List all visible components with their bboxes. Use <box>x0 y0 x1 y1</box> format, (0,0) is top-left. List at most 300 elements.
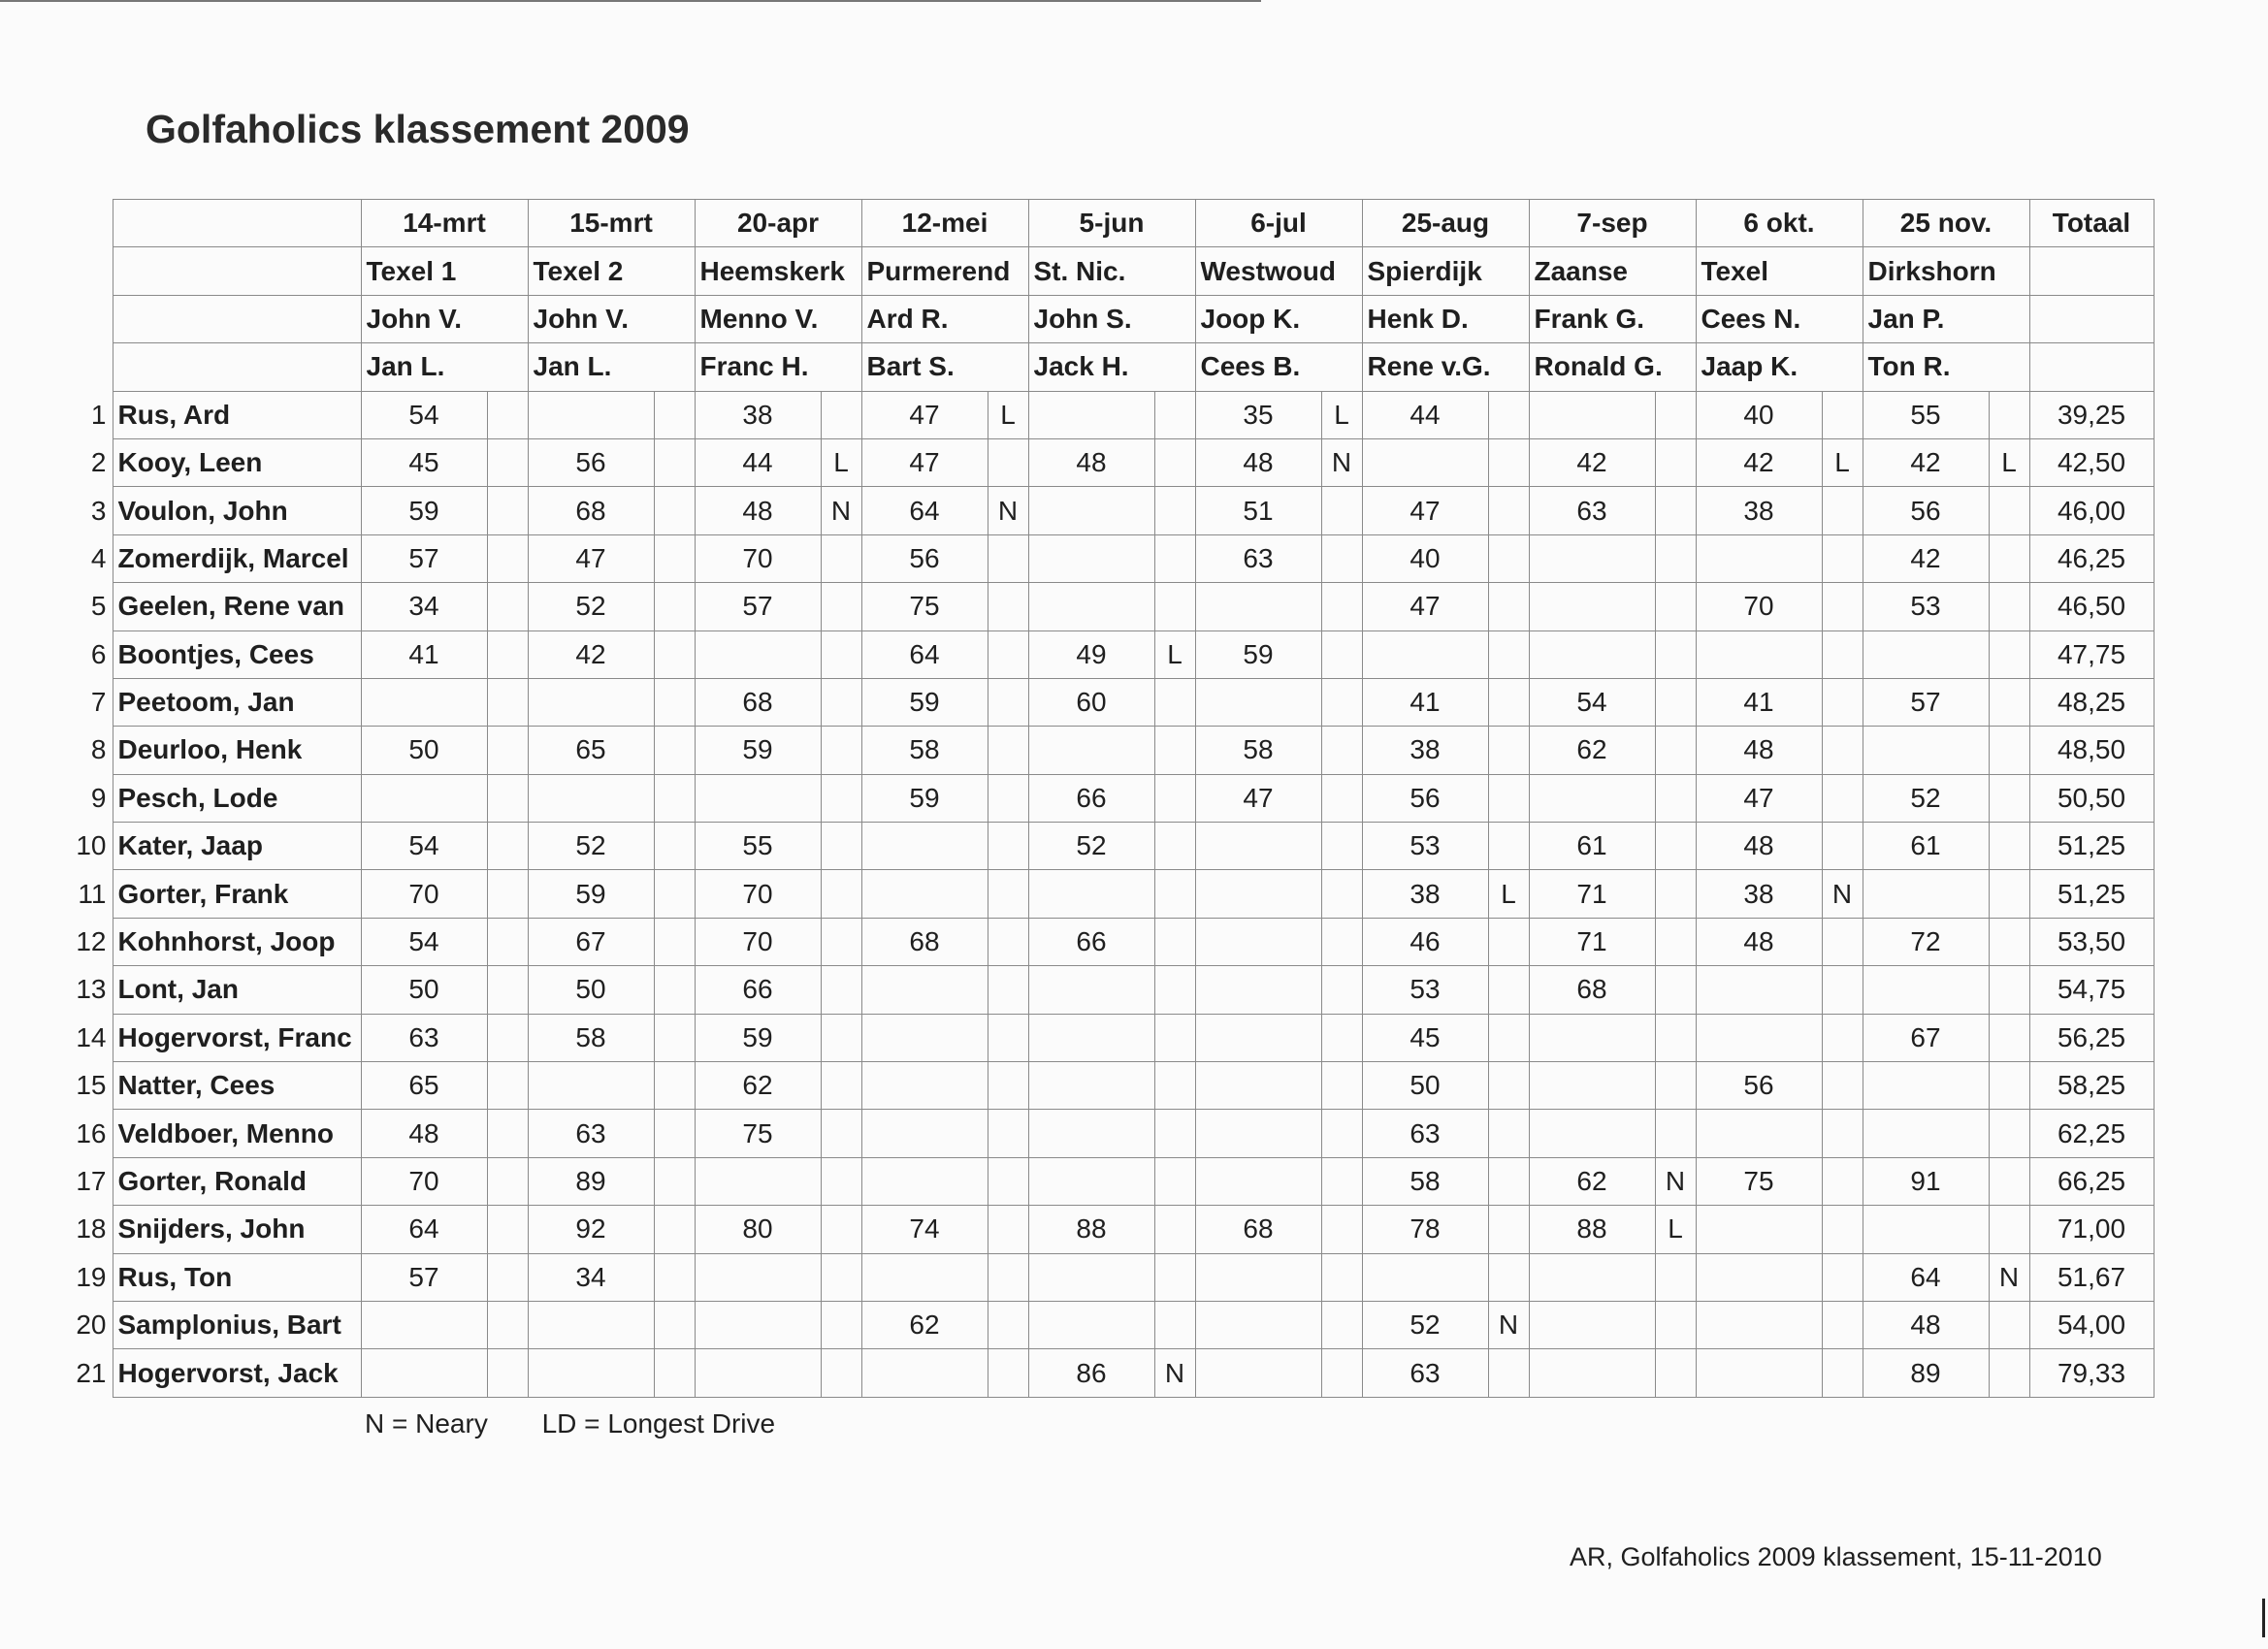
rank-number: 9 <box>90 782 107 813</box>
score-cell <box>861 966 988 1014</box>
player-name: Kooy, Leen <box>113 438 361 486</box>
score-cell <box>1529 1014 1655 1061</box>
score-cell: 47 <box>1696 774 1822 822</box>
award-flag-cell <box>654 1062 695 1110</box>
award-flag-cell: L <box>1488 870 1529 918</box>
award-flag-cell <box>1154 1014 1195 1061</box>
header-name-cell <box>113 247 361 295</box>
score-cell: 63 <box>528 1110 654 1157</box>
total-cell: 54,75 <box>2029 966 2154 1014</box>
score-cell: 47 <box>528 534 654 582</box>
award-flag-cell <box>1488 823 1529 870</box>
score-cell: 67 <box>528 918 654 965</box>
score-cell: 45 <box>361 438 487 486</box>
award-flag-cell <box>1989 1349 2029 1397</box>
column-organizer: Joop K. <box>1195 295 1362 342</box>
award-flag-cell <box>1154 391 1195 438</box>
award-flag-cell <box>821 1157 861 1205</box>
total-cell: 42,50 <box>2029 438 2154 486</box>
column-date: 25 nov. <box>1863 200 2029 247</box>
column-location: St. Nic. <box>1028 247 1195 295</box>
score-cell: 60 <box>1028 678 1154 726</box>
award-flag-cell <box>1488 1253 1529 1301</box>
rank-number: 16 <box>76 1117 107 1148</box>
award-flag-cell <box>1488 1062 1529 1110</box>
score-cell <box>1696 630 1822 678</box>
score-cell: 47 <box>1195 774 1321 822</box>
award-flag-cell <box>988 1301 1028 1348</box>
column-organizer: Menno V. <box>695 295 861 342</box>
score-cell <box>528 774 654 822</box>
score-cell <box>1028 1062 1154 1110</box>
score-cell: 45 <box>1362 1014 1488 1061</box>
total-cell: 56,25 <box>2029 1014 2154 1061</box>
column-organizer: Franc H. <box>695 343 861 391</box>
award-flag-cell <box>821 823 861 870</box>
award-flag-cell <box>1154 1301 1195 1348</box>
column-organizer: Frank G. <box>1529 295 1696 342</box>
award-flag-cell <box>1822 727 1863 774</box>
award-flag-cell <box>1822 1062 1863 1110</box>
score-cell: 68 <box>695 678 821 726</box>
total-header-blank <box>2029 247 2154 295</box>
score-cell <box>1195 583 1321 630</box>
award-flag-cell <box>988 678 1028 726</box>
table-row <box>60 534 2154 582</box>
award-flag-cell <box>1488 1157 1529 1205</box>
score-cell: 61 <box>1863 823 1989 870</box>
score-cell: 91 <box>1863 1157 1989 1205</box>
score-cell <box>361 1349 487 1397</box>
score-cell: 66 <box>1028 918 1154 965</box>
award-flag-cell <box>1989 1206 2029 1253</box>
score-cell: 47 <box>1362 583 1488 630</box>
rank-number: 20 <box>76 1310 107 1341</box>
score-cell: 48 <box>361 1110 487 1157</box>
score-cell: 48 <box>695 487 821 534</box>
score-cell <box>1529 1253 1655 1301</box>
column-organizer: Bart S. <box>861 343 1028 391</box>
award-flag-cell <box>1154 918 1195 965</box>
score-cell <box>1195 1110 1321 1157</box>
legend <box>365 1408 775 1439</box>
rank-number: 4 <box>90 542 107 573</box>
column-location: Spierdijk <box>1362 247 1529 295</box>
rank-number: 11 <box>78 878 107 909</box>
header-row-date <box>60 200 2154 247</box>
table-row <box>60 1110 2154 1157</box>
award-flag-cell <box>1321 487 1362 534</box>
total-cell: 62,25 <box>2029 1110 2154 1157</box>
score-cell: 42 <box>1863 534 1989 582</box>
score-cell: 78 <box>1362 1206 1488 1253</box>
award-flag-cell <box>1321 1301 1362 1348</box>
award-flag-cell <box>988 870 1028 918</box>
score-cell: 57 <box>361 1253 487 1301</box>
total-cell: 51,25 <box>2029 870 2154 918</box>
score-cell: 63 <box>1195 534 1321 582</box>
score-cell <box>1529 1062 1655 1110</box>
award-flag-cell <box>1989 1110 2029 1157</box>
award-flag-cell <box>1989 918 2029 965</box>
score-cell: 56 <box>528 438 654 486</box>
award-flag-cell <box>1822 534 1863 582</box>
award-flag-cell <box>821 1110 861 1157</box>
award-flag-cell <box>988 1062 1028 1110</box>
award-flag-cell <box>654 823 695 870</box>
total-cell: 66,25 <box>2029 1157 2154 1205</box>
award-flag-cell <box>821 1014 861 1061</box>
score-cell: 48 <box>1028 438 1154 486</box>
award-flag-cell: L <box>988 391 1028 438</box>
award-flag-cell <box>654 727 695 774</box>
award-flag-cell <box>1154 870 1195 918</box>
score-cell: 66 <box>695 966 821 1014</box>
column-date: 6 okt. <box>1696 200 1863 247</box>
award-flag-cell <box>1488 1014 1529 1061</box>
table-row <box>60 487 2154 534</box>
score-cell <box>1195 1301 1321 1348</box>
award-flag-cell <box>988 727 1028 774</box>
score-cell: 92 <box>528 1206 654 1253</box>
score-cell: 74 <box>861 1206 988 1253</box>
score-cell: 65 <box>528 727 654 774</box>
score-cell <box>1696 1349 1822 1397</box>
award-flag-cell <box>1989 1301 2029 1348</box>
award-flag-cell: N <box>1989 1253 2029 1301</box>
score-cell <box>1195 678 1321 726</box>
column-organizer: John V. <box>361 295 528 342</box>
award-flag-cell <box>487 1062 528 1110</box>
award-flag-cell: N <box>1488 1301 1529 1348</box>
award-flag-cell <box>821 391 861 438</box>
scan-edge-line <box>0 0 1261 2</box>
score-cell: 70 <box>695 918 821 965</box>
player-name: Voulon, John <box>113 487 361 534</box>
score-cell: 72 <box>1863 918 1989 965</box>
award-flag-cell <box>487 966 528 1014</box>
score-cell: 50 <box>528 966 654 1014</box>
total-cell: 58,25 <box>2029 1062 2154 1110</box>
score-cell <box>1028 727 1154 774</box>
award-flag-cell <box>1655 487 1696 534</box>
score-cell: 42 <box>1529 438 1655 486</box>
total-cell: 46,50 <box>2029 583 2154 630</box>
ranking-table-body <box>60 200 2154 1398</box>
score-cell: 38 <box>1696 487 1822 534</box>
table-row <box>60 678 2154 726</box>
total-cell: 47,75 <box>2029 630 2154 678</box>
award-flag-cell: N <box>1822 870 1863 918</box>
award-flag-cell <box>654 391 695 438</box>
award-flag-cell <box>654 630 695 678</box>
award-flag-cell <box>1488 534 1529 582</box>
award-flag-cell <box>1655 1253 1696 1301</box>
award-flag-cell <box>988 774 1028 822</box>
award-flag-cell <box>1822 918 1863 965</box>
award-flag-cell <box>654 774 695 822</box>
award-flag-cell <box>1655 1014 1696 1061</box>
column-location: Heemskerk <box>695 247 861 295</box>
score-cell: 59 <box>861 678 988 726</box>
award-flag-cell <box>988 1349 1028 1397</box>
column-organizer: Rene v.G. <box>1362 343 1529 391</box>
table-row <box>60 1014 2154 1061</box>
score-cell <box>361 774 487 822</box>
footer-note: AR, Golfaholics 2009 klassement, 15-11-2010 <box>1570 1542 2102 1571</box>
legend-longest-drive: LD = Longest Drive <box>541 1408 776 1439</box>
score-cell: 70 <box>361 870 487 918</box>
score-cell: 42 <box>1863 438 1989 486</box>
award-flag-cell <box>654 438 695 486</box>
total-cell: 39,25 <box>2029 391 2154 438</box>
score-cell: 48 <box>1696 727 1822 774</box>
total-header-blank <box>2029 295 2154 342</box>
score-cell: 51 <box>1195 487 1321 534</box>
score-cell: 41 <box>1696 678 1822 726</box>
award-flag-cell <box>988 1157 1028 1205</box>
score-cell <box>1195 1349 1321 1397</box>
score-cell <box>861 823 988 870</box>
score-cell <box>695 1253 821 1301</box>
award-flag-cell <box>1321 583 1362 630</box>
award-flag-cell <box>1154 678 1195 726</box>
total-header-blank <box>2029 343 2154 391</box>
total-cell: 71,00 <box>2029 1206 2154 1253</box>
player-name: Peetoom, Jan <box>113 678 361 726</box>
award-flag-cell <box>988 1014 1028 1061</box>
score-cell: 75 <box>695 1110 821 1157</box>
score-cell <box>1529 1110 1655 1157</box>
score-cell <box>695 1301 821 1348</box>
score-cell: 53 <box>1863 583 1989 630</box>
column-date: 7-sep <box>1529 200 1696 247</box>
scan-edge-mark <box>2262 1599 2265 1637</box>
score-cell: 50 <box>361 966 487 1014</box>
award-flag-cell <box>1488 487 1529 534</box>
award-flag-cell <box>1655 1301 1696 1348</box>
award-flag-cell <box>1655 1349 1696 1397</box>
column-organizer: Henk D. <box>1362 295 1529 342</box>
award-flag-cell <box>654 583 695 630</box>
score-cell <box>528 1301 654 1348</box>
award-flag-cell <box>1655 1110 1696 1157</box>
award-flag-cell <box>1989 823 2029 870</box>
score-cell: 59 <box>361 487 487 534</box>
rank-number: 19 <box>76 1261 107 1292</box>
score-cell: 52 <box>1028 823 1154 870</box>
award-flag-cell <box>1321 774 1362 822</box>
award-flag-cell <box>654 1349 695 1397</box>
column-date: 15-mrt <box>528 200 695 247</box>
table-row <box>60 1301 2154 1348</box>
rank-number: 13 <box>76 974 107 1005</box>
column-organizer: John V. <box>528 295 695 342</box>
score-cell <box>1863 1206 1989 1253</box>
award-flag-cell <box>1488 918 1529 965</box>
award-flag-cell <box>1822 391 1863 438</box>
award-flag-cell <box>1321 678 1362 726</box>
table-row <box>60 727 2154 774</box>
score-cell: 57 <box>695 583 821 630</box>
score-cell: 56 <box>1696 1062 1822 1110</box>
score-cell <box>528 1349 654 1397</box>
table-row <box>60 966 2154 1014</box>
score-cell <box>1863 630 1989 678</box>
award-flag-cell <box>654 1253 695 1301</box>
score-cell <box>695 1349 821 1397</box>
rank-number: 7 <box>90 687 107 718</box>
score-cell <box>1195 823 1321 870</box>
table-row <box>60 583 2154 630</box>
award-flag-cell <box>1655 1062 1696 1110</box>
award-flag-cell <box>1321 1206 1362 1253</box>
award-flag-cell <box>1321 966 1362 1014</box>
award-flag-cell <box>1655 727 1696 774</box>
column-date: 14-mrt <box>361 200 528 247</box>
score-cell: 54 <box>361 823 487 870</box>
award-flag-cell <box>1989 630 2029 678</box>
column-organizer: Ronald G. <box>1529 343 1696 391</box>
legend-neary: N = Neary <box>365 1408 488 1439</box>
score-cell: 54 <box>361 391 487 438</box>
header-name-cell <box>113 343 361 391</box>
award-flag-cell <box>487 391 528 438</box>
score-cell <box>1529 774 1655 822</box>
award-flag-cell <box>1989 870 2029 918</box>
score-cell <box>1863 1110 1989 1157</box>
award-flag-cell <box>1989 1014 2029 1061</box>
award-flag-cell <box>1488 438 1529 486</box>
rank-number: 17 <box>76 1166 107 1196</box>
award-flag-cell <box>1154 1206 1195 1253</box>
score-cell <box>861 1110 988 1157</box>
score-cell: 89 <box>528 1157 654 1205</box>
award-flag-cell <box>1989 966 2029 1014</box>
score-cell: 54 <box>1529 678 1655 726</box>
score-cell: 75 <box>1696 1157 1822 1205</box>
award-flag-cell <box>1655 534 1696 582</box>
award-flag-cell <box>988 1253 1028 1301</box>
award-flag-cell <box>1321 630 1362 678</box>
column-date: 20-apr <box>695 200 861 247</box>
award-flag-cell <box>1822 774 1863 822</box>
rank-number: 2 <box>90 447 107 478</box>
award-flag-cell <box>1154 727 1195 774</box>
score-cell: 58 <box>861 727 988 774</box>
score-cell: 58 <box>1195 727 1321 774</box>
award-flag-cell <box>1655 966 1696 1014</box>
score-cell: 56 <box>1362 774 1488 822</box>
award-flag-cell: L <box>1154 630 1195 678</box>
score-cell: 62 <box>1529 1157 1655 1205</box>
total-cell: 48,25 <box>2029 678 2154 726</box>
score-cell <box>1195 1157 1321 1205</box>
score-cell: 62 <box>861 1301 988 1348</box>
score-cell: 68 <box>1529 966 1655 1014</box>
score-cell <box>1028 1253 1154 1301</box>
score-cell <box>1529 630 1655 678</box>
score-cell: 63 <box>1362 1110 1488 1157</box>
award-flag-cell <box>1321 1349 1362 1397</box>
score-cell: 70 <box>361 1157 487 1205</box>
award-flag-cell <box>487 630 528 678</box>
award-flag-cell <box>988 438 1028 486</box>
column-organizer: Jan P. <box>1863 295 2029 342</box>
score-cell: 57 <box>1863 678 1989 726</box>
score-cell: 64 <box>861 487 988 534</box>
score-cell: 71 <box>1529 870 1655 918</box>
score-cell <box>1028 1110 1154 1157</box>
award-flag-cell <box>821 678 861 726</box>
award-flag-cell <box>988 583 1028 630</box>
score-cell: 34 <box>361 583 487 630</box>
award-flag-cell: N <box>1321 438 1362 486</box>
award-flag-cell <box>1321 1157 1362 1205</box>
award-flag-cell <box>821 583 861 630</box>
score-cell: 55 <box>1863 391 1989 438</box>
award-flag-cell <box>487 487 528 534</box>
score-cell <box>528 1062 654 1110</box>
score-cell: 70 <box>1696 583 1822 630</box>
award-flag-cell <box>1822 487 1863 534</box>
score-cell <box>1863 870 1989 918</box>
score-cell: 59 <box>861 774 988 822</box>
score-cell: 80 <box>695 1206 821 1253</box>
award-flag-cell <box>1488 1110 1529 1157</box>
total-cell: 48,50 <box>2029 727 2154 774</box>
player-name: Kater, Jaap <box>113 823 361 870</box>
player-name: Deurloo, Henk <box>113 727 361 774</box>
score-cell <box>361 1301 487 1348</box>
score-cell: 64 <box>361 1206 487 1253</box>
rank-number: 3 <box>90 495 107 526</box>
award-flag-cell <box>487 1110 528 1157</box>
award-flag-cell <box>654 1301 695 1348</box>
score-cell: 59 <box>695 1014 821 1061</box>
score-cell <box>861 1062 988 1110</box>
award-flag-cell <box>1154 583 1195 630</box>
award-flag-cell <box>487 438 528 486</box>
award-flag-cell <box>1989 1157 2029 1205</box>
score-cell: 86 <box>1028 1349 1154 1397</box>
table-row <box>60 1157 2154 1205</box>
score-cell <box>1195 1253 1321 1301</box>
award-flag-cell <box>1488 630 1529 678</box>
award-flag-cell <box>487 1253 528 1301</box>
column-organizer: Jan L. <box>361 343 528 391</box>
award-flag-cell <box>1822 1301 1863 1348</box>
score-cell: 56 <box>1863 487 1989 534</box>
score-cell <box>1696 1253 1822 1301</box>
column-organizer: Ard R. <box>861 295 1028 342</box>
player-name: Kohnhorst, Joop <box>113 918 361 965</box>
player-name: Lont, Jan <box>113 966 361 1014</box>
column-organizer: John S. <box>1028 295 1195 342</box>
player-name: Rus, Ton <box>113 1253 361 1301</box>
score-cell <box>1028 966 1154 1014</box>
score-cell: 52 <box>1362 1301 1488 1348</box>
award-flag-cell <box>821 918 861 965</box>
score-cell: 59 <box>695 727 821 774</box>
score-cell: 66 <box>1028 774 1154 822</box>
score-cell <box>1529 583 1655 630</box>
header-num-cell <box>60 343 113 391</box>
award-flag-cell <box>821 1206 861 1253</box>
award-flag-cell <box>1822 1349 1863 1397</box>
score-cell: 50 <box>1362 1062 1488 1110</box>
award-flag-cell <box>1822 1157 1863 1205</box>
